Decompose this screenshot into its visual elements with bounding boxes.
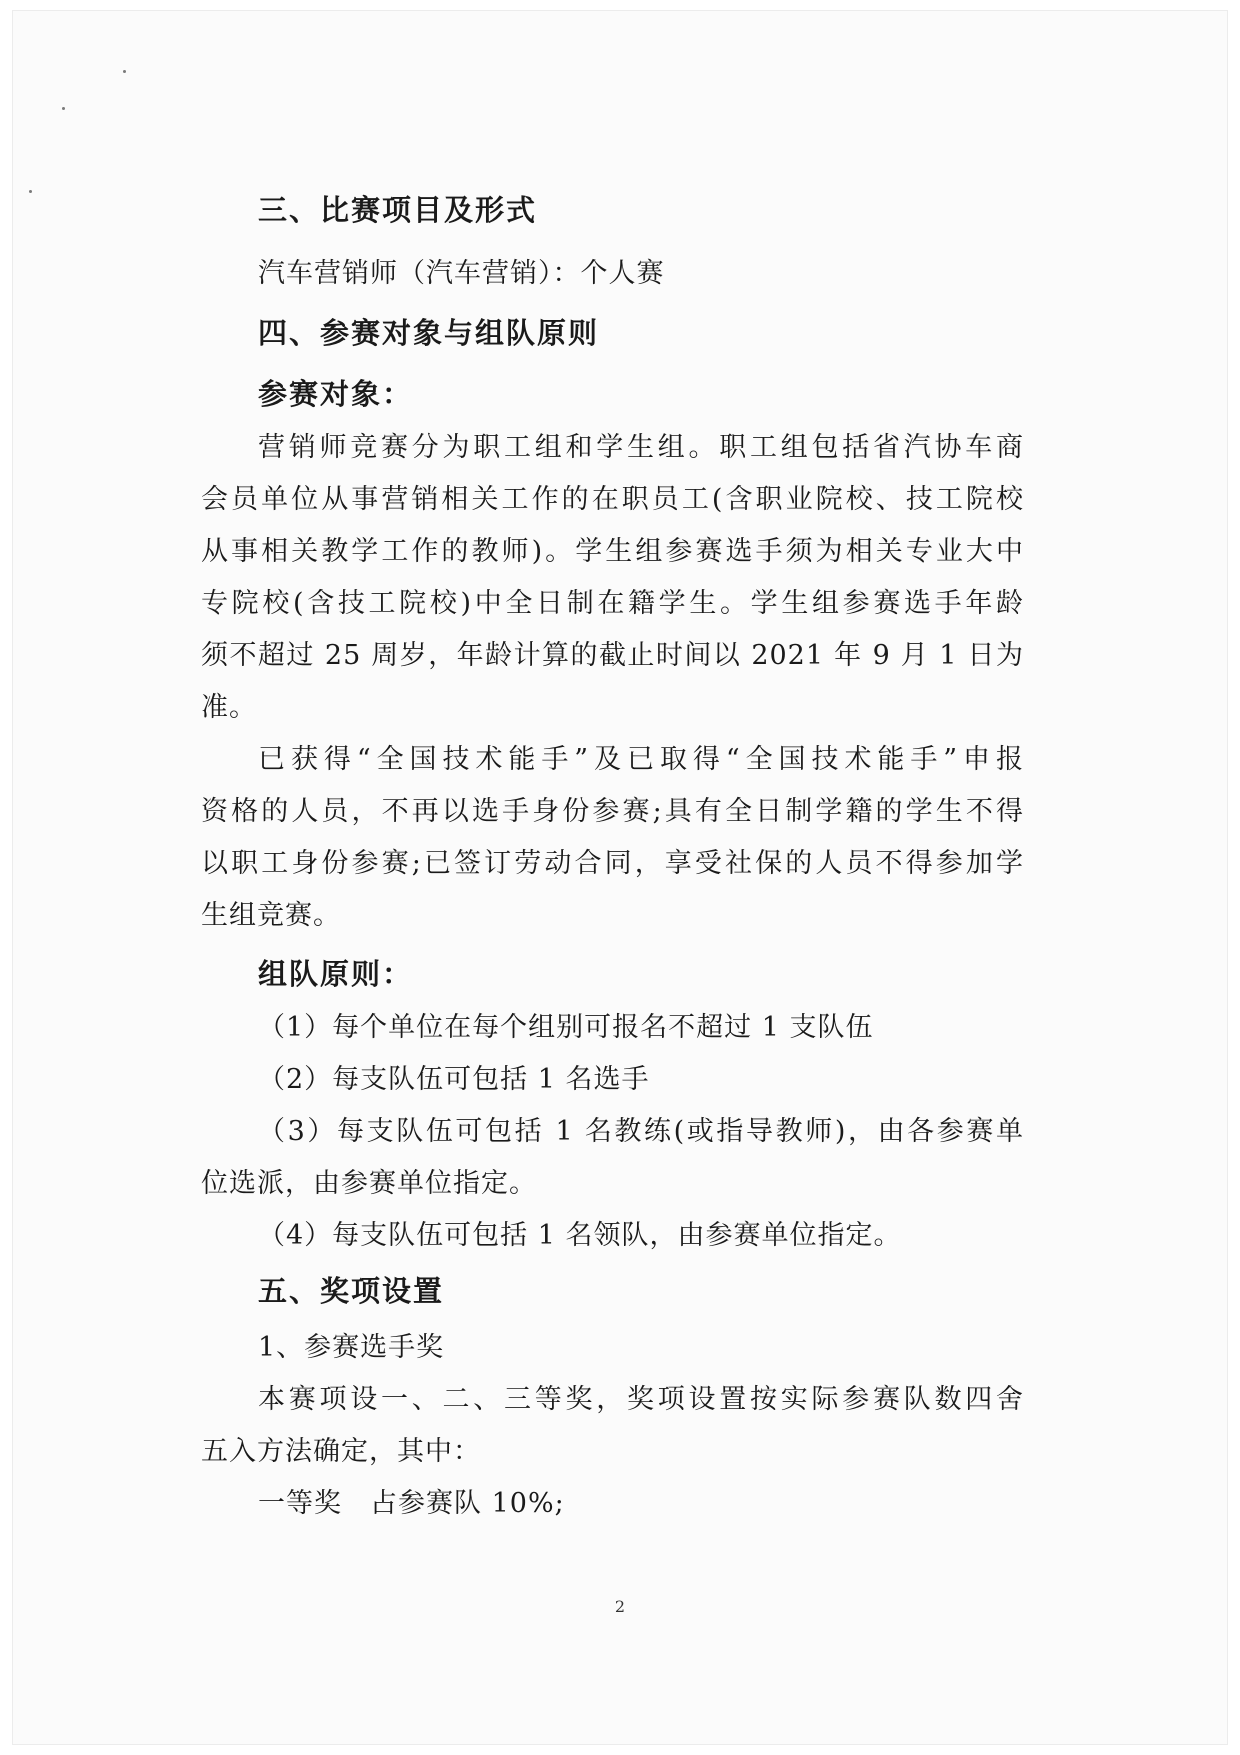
page-number: 2: [614, 1597, 626, 1616]
section-heading-5: 五、奖项设置: [258, 1274, 445, 1308]
paragraph-line: 专院校(含技工院校)中全日制在籍学生。学生组参赛选手年龄: [201, 588, 1024, 619]
team-rule-item: （1）每个单位在每个组别可报名不超过 1 支队伍: [258, 1012, 874, 1043]
section-heading-4: 四、参赛对象与组队原则: [258, 316, 600, 350]
paragraph-line: 生组竞赛。: [201, 900, 341, 931]
paragraph-line: 资格的人员，不再以选手身份参赛;具有全日制学籍的学生不得: [201, 796, 1024, 827]
team-rule-item: （2）每支队伍可包括 1 名选手: [258, 1064, 650, 1095]
paragraph-line: 会员单位从事营销相关工作的在职员工(含职业院校、技工院校: [201, 484, 1024, 515]
paragraph-line: 以职工身份参赛;已签订劳动合同，享受社保的人员不得参加学: [201, 848, 1024, 879]
participants-heading: 参赛对象：: [258, 377, 414, 411]
paragraph-line: 已获得“全国技术能手”及已取得“全国技术能手”申报: [258, 744, 1024, 775]
first-prize-line: 一等奖 占参赛队 10%;: [258, 1488, 565, 1519]
paragraph-line: 准。: [201, 692, 257, 723]
team-rule-item: （4）每支队伍可包括 1 名领队，由参赛单位指定。: [258, 1220, 902, 1251]
paragraph-line: 须不超过 25 周岁，年龄计算的截止时间以 2021 年 9 月 1 日为: [201, 640, 1024, 671]
team-rule-item: 位选派，由参赛单位指定。: [201, 1168, 537, 1199]
section-heading-3: 三、比赛项目及形式: [258, 193, 538, 227]
section-3-text: 汽车营销师（汽车营销）：个人赛: [258, 258, 665, 289]
paragraph-line: 从事相关教学工作的教师)。学生组参赛选手须为相关专业大中: [201, 536, 1024, 567]
team-principles-heading: 组队原则：: [258, 957, 414, 991]
awards-subheading: 1、参赛选手奖: [258, 1332, 445, 1363]
paragraph-line: 营销师竞赛分为职工组和学生组。职工组包括省汽协车商: [258, 432, 1024, 463]
paragraph-line: 五入方法确定，其中：: [201, 1436, 481, 1467]
team-rule-item: （3）每支队伍可包括 1 名教练(或指导教师)，由各参赛单: [258, 1116, 1024, 1147]
paragraph-line: 本赛项设一、二、三等奖，奖项设置按实际参赛队数四舍: [258, 1384, 1024, 1415]
